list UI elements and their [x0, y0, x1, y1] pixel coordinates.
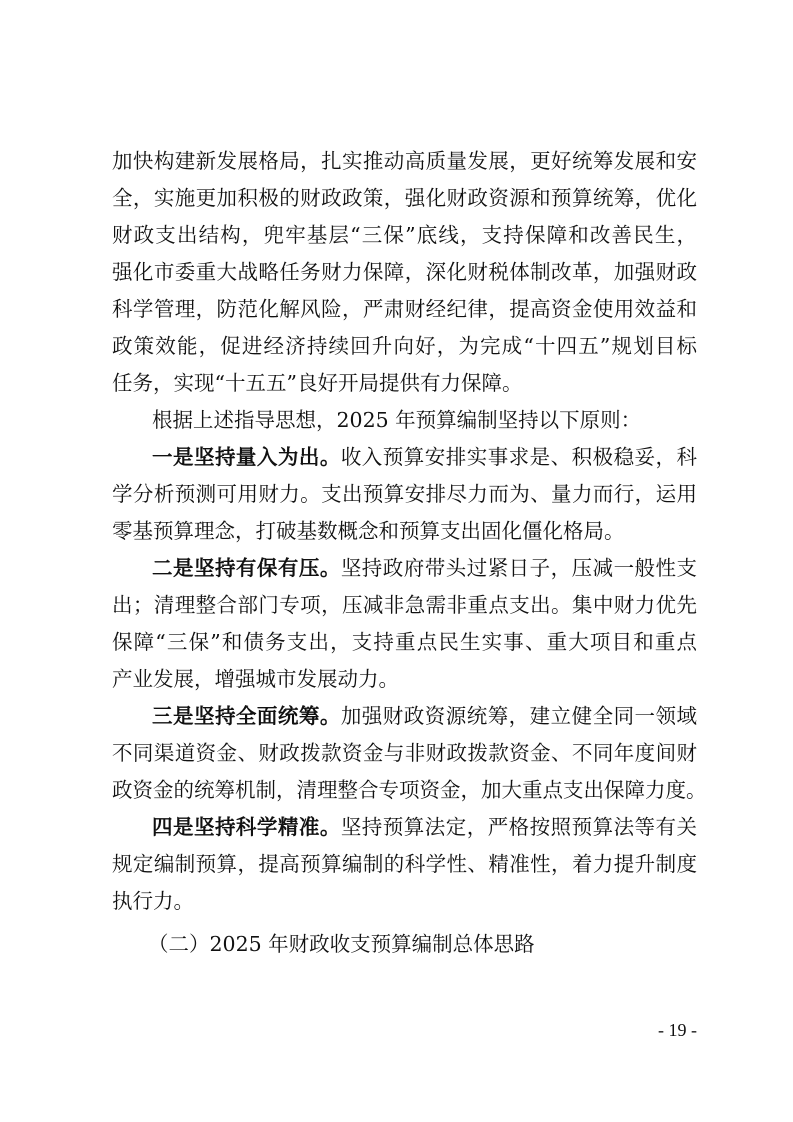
body-line: 保障“三保”和债务支出，支持重点民生实事、重大项目和重点 [112, 630, 697, 654]
body-line: 学分析预测可用财力。支出预算安排尽力而为、量力而行，运用 [112, 482, 697, 506]
body-line: 出；清理整合部门专项，压减非急需非重点支出。集中财力优先 [112, 593, 697, 617]
principles-intro: 根据上述指导思想，2025 年预算编制坚持以下原则： [152, 408, 642, 432]
principle-1-text: 收入预算安排实事求是、积极稳妥，科 [340, 445, 698, 469]
body-line: 财政支出结构，兜牢基层“三保”底线，支持保障和改善民生， [112, 223, 697, 247]
body-line: 政策效能，促进经济持续回升向好，为完成“十四五”规划目标 [112, 334, 697, 358]
section-heading: （二）2025 年财政收支预算编制总体思路 [148, 932, 535, 956]
body-line: 产业发展，增强城市发展动力。 [112, 667, 399, 691]
principle-4-text: 坚持预算法定，严格按照预算法等有关 [340, 815, 698, 839]
principle-4-line [152, 813, 697, 841]
body-line: 政资金的统筹机制，清理整合专项资金，加大重点支出保障力度。 [112, 778, 707, 802]
principle-1-line [152, 443, 697, 471]
principle-3-heading: 三是坚持全面统筹。 [152, 704, 341, 728]
principle-2-heading: 二是坚持有保有压。 [152, 556, 341, 580]
principle-3-line [152, 702, 697, 730]
principle-2-line [152, 554, 697, 582]
body-line: 全，实施更加积极的财政政策，强化财政资源和预算统筹，优化 [112, 186, 697, 210]
body-line: 科学管理，防范化解风险，严肃财经纪律，提高资金使用效益和 [112, 297, 697, 321]
page-number: - 19 - [658, 1020, 697, 1040]
body-line: 零基预算理念，打破基数概念和预算支出固化僵化格局。 [112, 519, 625, 543]
principle-2-text: 坚持政府带头过紧日子，压减一般性支 [340, 556, 698, 580]
principle-4-heading: 四是坚持科学精准。 [152, 815, 341, 839]
body-line: 任务，实现“十五五”良好开局提供有力保障。 [112, 371, 523, 395]
body-line: 不同渠道资金、财政拨款资金与非财政拨款资金、不同年度间财 [112, 741, 697, 765]
principle-1-heading: 一是坚持量入为出。 [152, 445, 341, 469]
body-line: 加快构建新发展格局，扎实推动高质量发展，更好统筹发展和安 [112, 149, 697, 173]
body-line: 规定编制预算，提高预算编制的科学性、精准性，着力提升制度 [112, 852, 697, 876]
body-line: 执行力。 [112, 889, 194, 913]
principle-3-text: 加强财政资源统筹，建立健全同一领域 [340, 704, 698, 728]
body-line: 强化市委重大战略任务财力保障，深化财税体制改革，加强财政 [112, 260, 697, 284]
